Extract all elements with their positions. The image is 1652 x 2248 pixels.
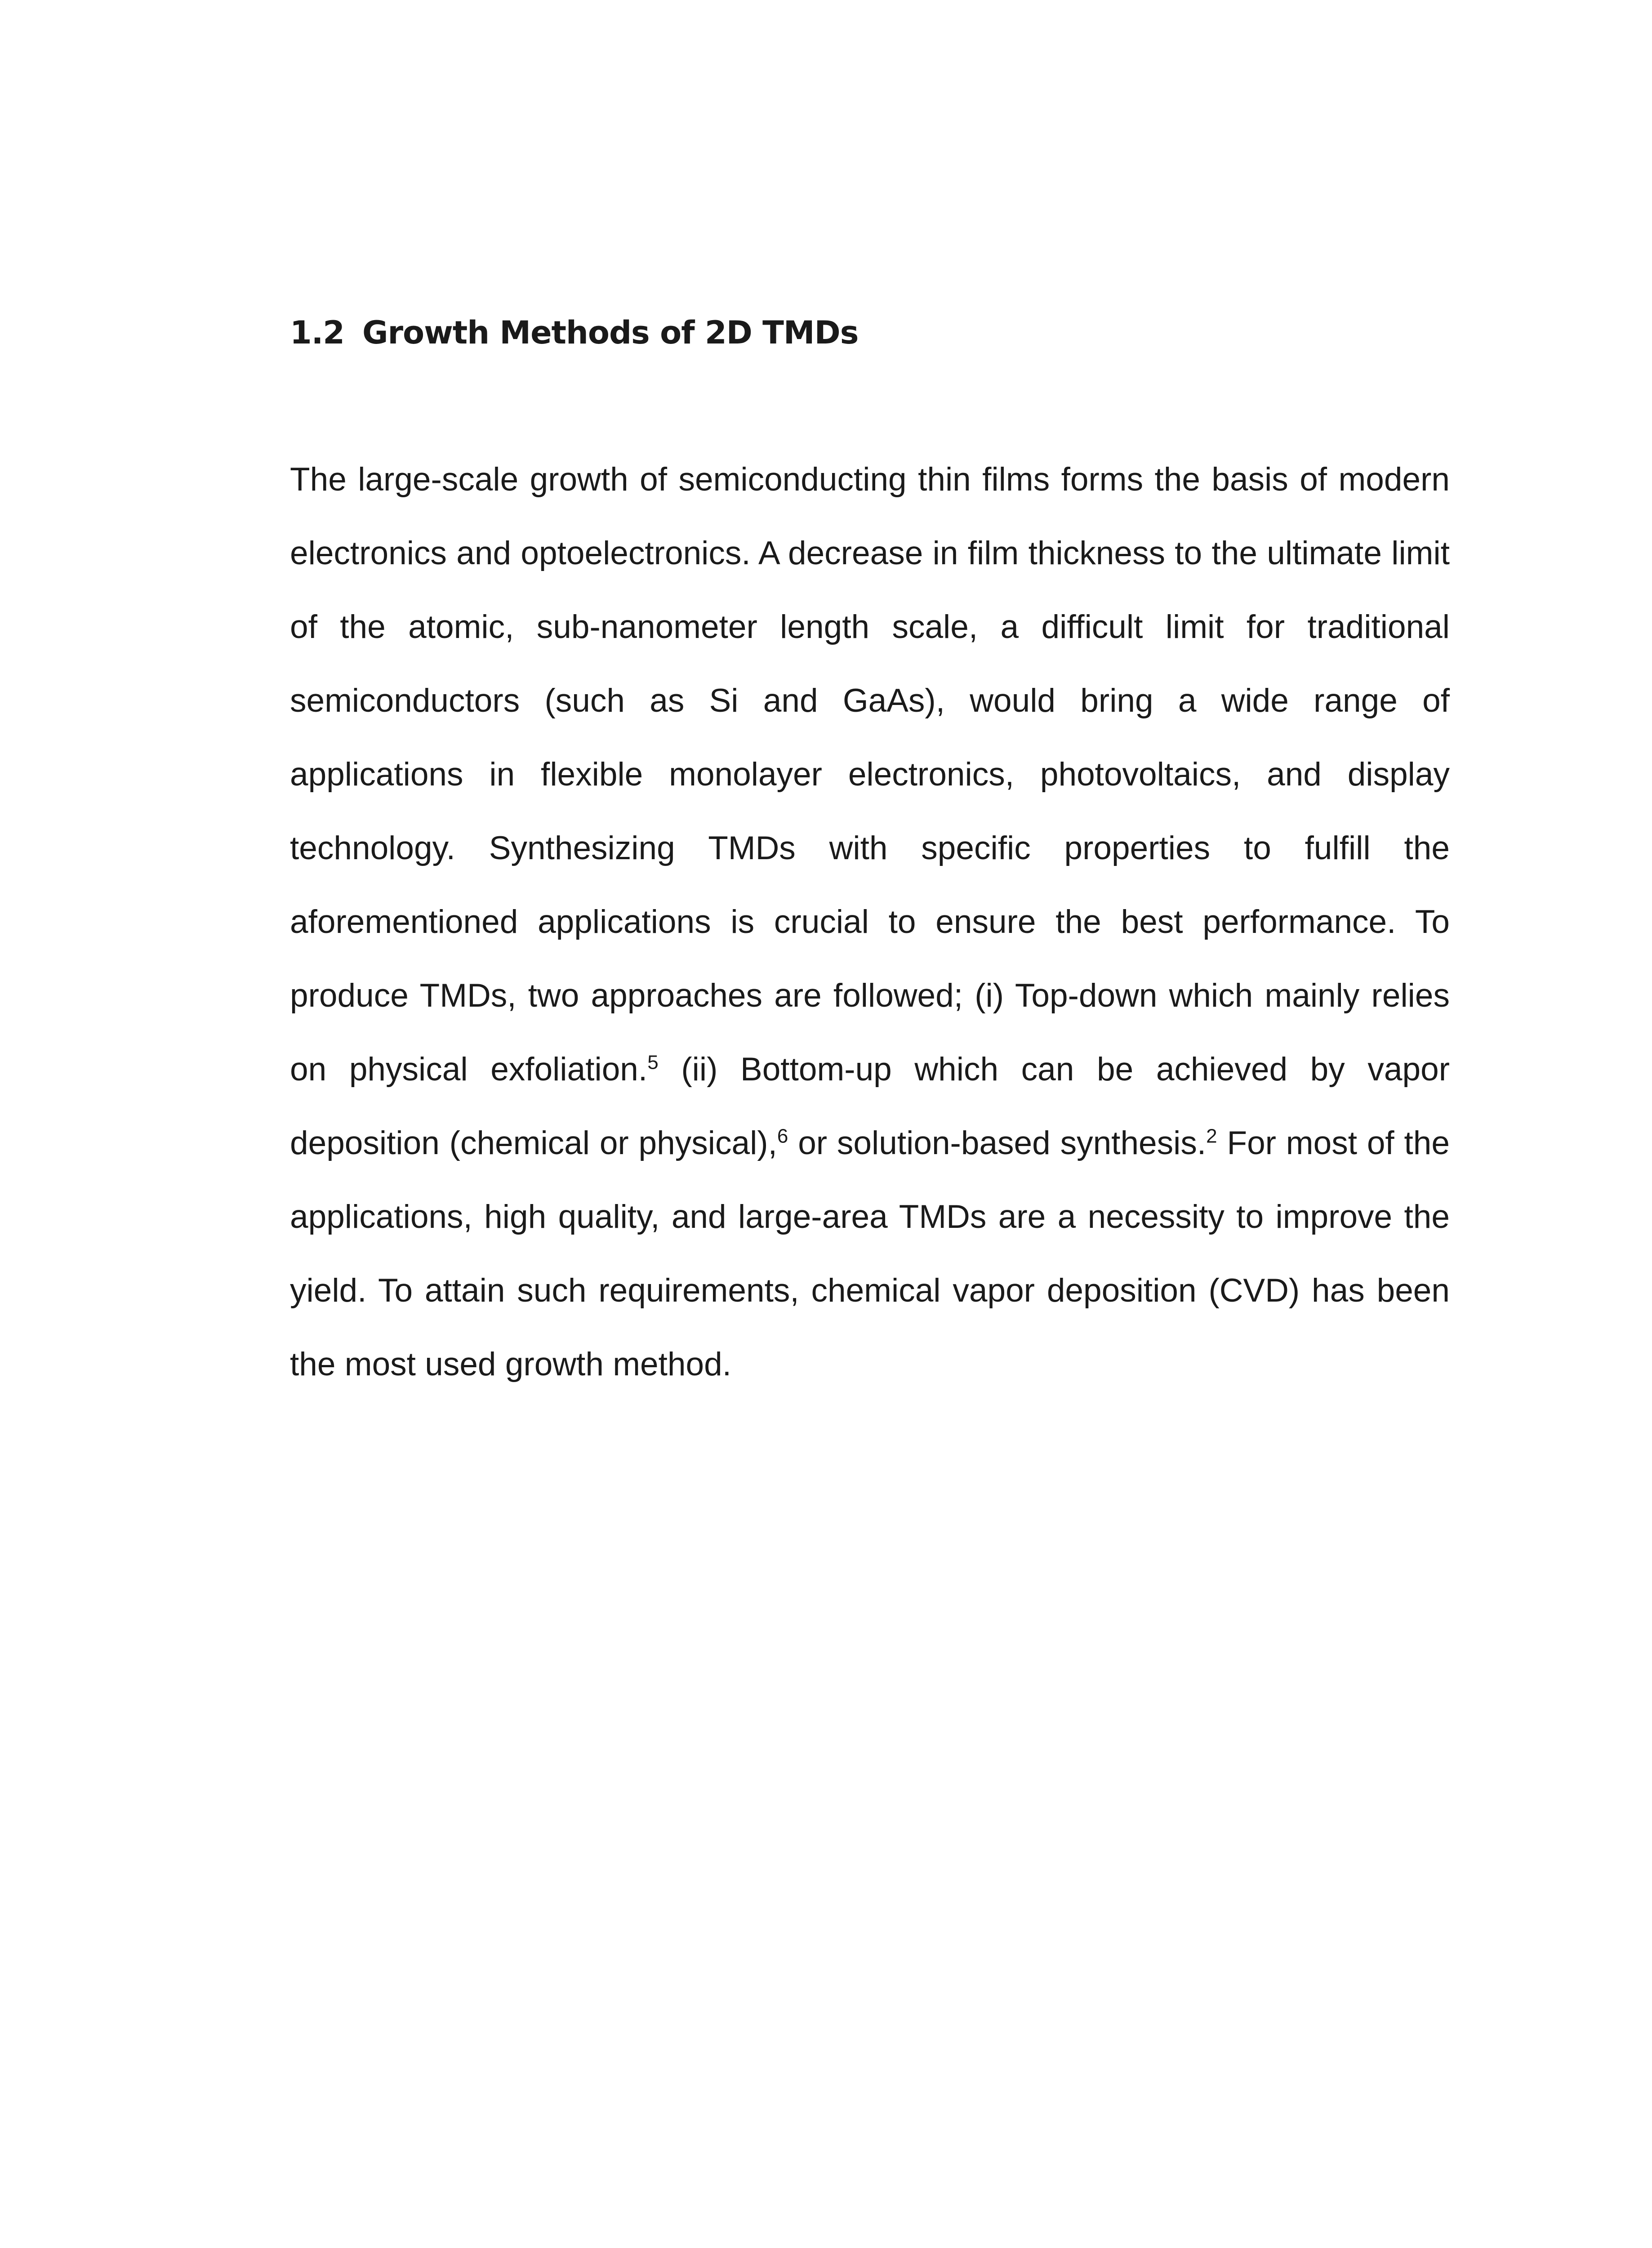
section-number: 1.2 — [290, 314, 345, 351]
section-heading — [290, 310, 858, 355]
body-paragraph — [290, 443, 1450, 1401]
paragraph-text-3: or solution-based synthesis. — [788, 1125, 1207, 1161]
paragraph-text-1: The large-scale growth of semiconducting thin films forms the basis of modern electronics and optoelectronics. A decrease in film thickness to the ultimate limit of the atomic, sub-nanometer length scale, a difficult limit for traditional semiconductors (such as Si and GaAs), would bring a wide range of applications in flexible monolayer electronics, photovoltaics, and display technology. Synthesizing TMDs with specific properties to fulfill the aforementioned applications is crucial to ensure the best performance. To produce TMDs, two approaches are followed; (i) Top-down which mainly relies on physical exfoliation. — [290, 461, 1450, 1088]
paragraph-text-2: (ii) Bottom-up which can be achieved by vapor deposition (chemical or physical), — [290, 1051, 1450, 1161]
citation-superscript: 6 — [777, 1125, 788, 1147]
paragraph-text-4: For most of the applications, high quality, and large-area TMDs are a necessity to improve the yield. To attain such requirements, chemical vapor deposition (CVD) has been the most used growth method. — [290, 1125, 1450, 1383]
citation-superscript: 5 — [647, 1051, 659, 1074]
citation-superscript: 2 — [1206, 1125, 1217, 1147]
section-title: Growth Methods of 2D TMDs — [362, 314, 859, 351]
